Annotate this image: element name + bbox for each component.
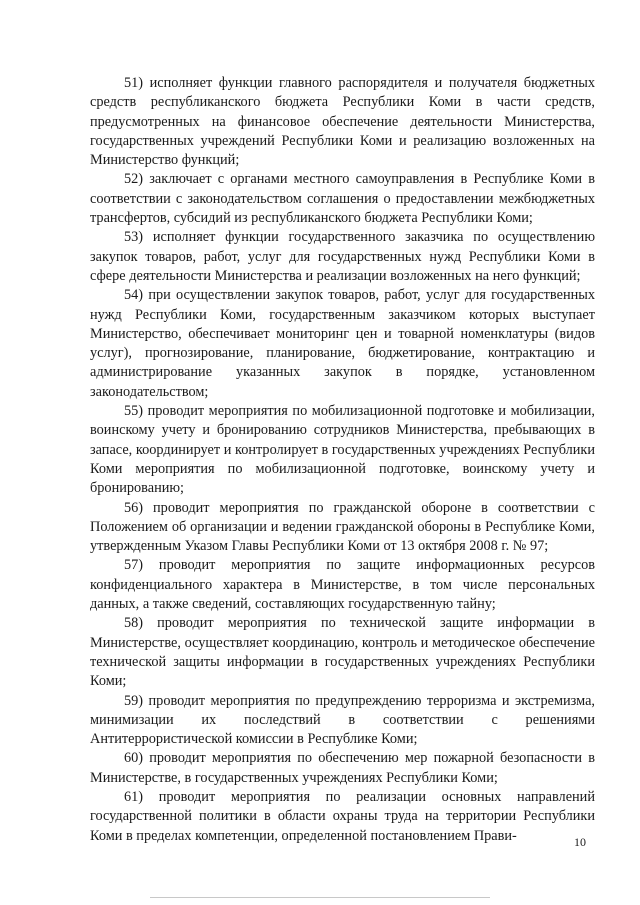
scan-edge-line xyxy=(150,897,490,898)
paragraph-61: 61) проводит мероприятия по реализации основных направлений государственной политики в области охраны труда на территории Республики Коми в пределах компетенции, определенной постановлением Прави- xyxy=(90,788,595,844)
paragraph-52: 52) заключает с органами местного самоуправления в Республике Коми в соответствии с законодательством соглашения о предоставлении межбюджетных трансфертов, субсидий из республиканского бюджета Республики Коми; xyxy=(90,171,595,227)
paragraph-58: 58) проводит мероприятия по технической защите информации в Министерстве, осуществляет координацию, контроль и методическое обеспечение технической защиты информации в государственных учреждениях Республики Коми; xyxy=(90,615,595,690)
page-number: 10 xyxy=(574,835,586,849)
document-body xyxy=(90,74,595,846)
paragraph-60: 60) проводит мероприятия по обеспечению мер пожарной безопасности в Министерстве, в государственных учреждениях Республики Коми; xyxy=(90,750,595,786)
paragraph-55: 55) проводит мероприятия по мобилизационной подготовке и мобилизации, воинскому учету и бронированию сотрудников Министерства, пребывающих в запасе, координирует и контролирует в государственных учреждениях Республики Коми мероприятия по мобилизационной подготовке, воинскому учету и бронированию; xyxy=(90,403,595,497)
paragraph-57: 57) проводит мероприятия по защите информационных ресурсов конфиденциального характера в Министерстве, в том числе персональных данных, а также сведений, составляющих государственную тайну; xyxy=(90,557,595,613)
paragraph-53: 53) исполняет функции государственного заказчика по осуществлению закупок товаров, работ, услуг для государственных нужд Республики Коми в сфере деятельности Министерства и реализации возложенных на него функций; xyxy=(90,229,595,284)
paragraph-51: 51) исполняет функции главного распорядителя и получателя бюджетных средств республиканского бюджета Республики Коми в части средств, предусмотренных на финансовое обеспечение деятельности Министерства, государственных учреждений Республики Коми и реализацию возложенных на Министерство функций; xyxy=(90,75,595,169)
paragraph-56: 56) проводит мероприятия по гражданской обороне в соответствии с Положением об организации и ведении гражданской обороны в Республике Коми, утвержденным Указом Главы Республики Коми от 13 октября 2008 г. № 97; xyxy=(90,499,595,555)
paragraph-54: 54) при осуществлении закупок товаров, работ, услуг для государственных нужд Республики Коми, государственным заказчиком которых выступает Министерство, обеспечивает мониторинг цен и товарной номенклатуры (видов услуг), прогнозирование, планирование, бюджетирование, контрактацию и администрирование указанных закупок в порядке, установленном законодательством; xyxy=(90,287,595,400)
paragraph-59: 59) проводит мероприятия по предупреждению терроризма и экстремизма, минимизации их последствий в соответствии с решениями Антитеррористической комиссии в Республике Коми; xyxy=(90,692,595,748)
